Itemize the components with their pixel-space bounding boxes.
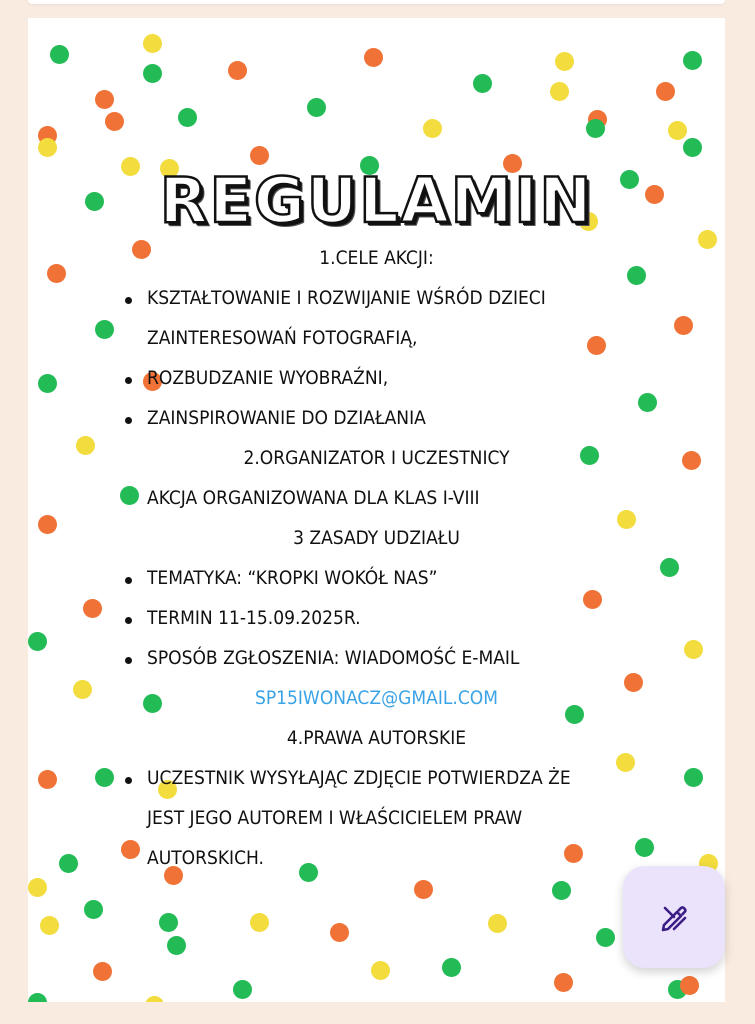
goal2: ROZBUDZANIE WYOBRAŹNI, [147, 367, 389, 389]
rule-theme: TEMATYKA: “KROPKI WOKÓŁ NAS” [147, 567, 438, 589]
confetti-dot [59, 854, 78, 873]
rule-term: TERMIN 11-15.09.2025R. [147, 607, 361, 629]
confetti-dot [233, 980, 252, 999]
confetti-dot [145, 996, 164, 1002]
confetti-dot [656, 82, 675, 101]
confetti-dot [167, 936, 186, 955]
confetti-dot [550, 82, 569, 101]
confetti-dot [442, 958, 461, 977]
copyright-line2: JEST JEGO AUTOREM I WŁAŚCICIELEM PRAW [147, 807, 523, 829]
confetti-dot [586, 119, 605, 138]
confetti-dot [414, 880, 433, 899]
confetti-dot [674, 316, 693, 335]
section2-heading: 2.ORGANIZATOR I UCZESTNICY [243, 447, 510, 469]
goal1-line2: ZAINTERESOWAŃ FOTOGRAFIĄ, [147, 327, 418, 349]
confetti-dot [50, 45, 69, 64]
confetti-dot [95, 90, 114, 109]
confetti-dot [587, 336, 606, 355]
previous-card-edge [28, 0, 725, 4]
confetti-dot [83, 599, 102, 618]
confetti-dot [683, 138, 702, 157]
confetti-dot [683, 51, 702, 70]
confetti-dot [554, 973, 573, 992]
confetti-dot [635, 838, 654, 857]
confetti-dot [596, 928, 615, 947]
poster-title: REGULAMIN [159, 164, 594, 237]
section1-heading: 1.CELE AKCJI: [319, 247, 434, 269]
confetti-dot [299, 863, 318, 882]
organizer-text: AKCJA ORGANIZOWANA DLA KLAS I-VIII [147, 487, 480, 509]
confetti-dot [38, 374, 57, 393]
confetti-dot [564, 844, 583, 863]
confetti-dot [84, 900, 103, 919]
goal1-line1: KSZTAŁTOWANIE I ROZWIJANIE WŚRÓD DZIECI [147, 287, 546, 309]
confetti-dot [105, 112, 124, 131]
confetti-dot [660, 558, 679, 577]
confetti-dot [307, 98, 326, 117]
confetti-dot [178, 108, 197, 127]
edit-button[interactable] [623, 866, 725, 968]
confetti-dot [684, 768, 703, 787]
confetti-dot [28, 878, 47, 897]
confetti-dot [638, 393, 657, 412]
confetti-dot [28, 632, 47, 651]
confetti-dot [95, 320, 114, 339]
confetti-dot [143, 64, 162, 83]
confetti-dot [684, 640, 703, 659]
confetti-dot [93, 962, 112, 981]
confetti-dot [488, 914, 507, 933]
confetti-dot [473, 74, 492, 93]
confetti-dot [364, 48, 383, 67]
confetti-dot [616, 753, 635, 772]
confetti-dot [120, 486, 139, 505]
section4-heading: 4.PRAWA AUTORSKIE [286, 727, 467, 749]
confetti-dot [423, 119, 442, 138]
confetti-dot [38, 770, 57, 789]
confetti-dot [40, 916, 59, 935]
confetti-dot [95, 768, 114, 787]
confetti-dot [250, 913, 269, 932]
rule-submission: SPOSÓB ZGŁOSZENIA: WIADOMOŚĆ E-MAIL [147, 647, 520, 669]
goal3: ZAINSPIROWANIE DO DZIAŁANIA [147, 407, 426, 429]
regulamin-poster-image [28, 18, 725, 1002]
confetti-dot [555, 52, 574, 71]
confetti-dot [143, 34, 162, 53]
confetti-dot [680, 976, 699, 995]
confetti-dot [583, 590, 602, 609]
confetti-dot [668, 121, 687, 140]
confetti-dot [28, 993, 47, 1002]
copyright-line3: AUTORSKICH. [147, 847, 264, 869]
email-address: SP15IWONACZ@GMAIL.COM [254, 687, 498, 709]
confetti-dot [159, 913, 178, 932]
confetti-dot [121, 840, 140, 859]
confetti-dot [371, 961, 390, 980]
confetti-dot [250, 146, 269, 165]
confetti-dot [38, 138, 57, 157]
confetti-dot [552, 881, 571, 900]
copyright-line1: UCZESTNIK WYSYŁAJĄC ZDJĘCIE POTWIERDZA ŻE [147, 767, 571, 789]
confetti-dot [330, 923, 349, 942]
confetti-dot [228, 61, 247, 80]
edit-pencil-icon [654, 897, 694, 937]
section3-heading: 3 ZASADY UDZIAŁU [293, 527, 460, 549]
